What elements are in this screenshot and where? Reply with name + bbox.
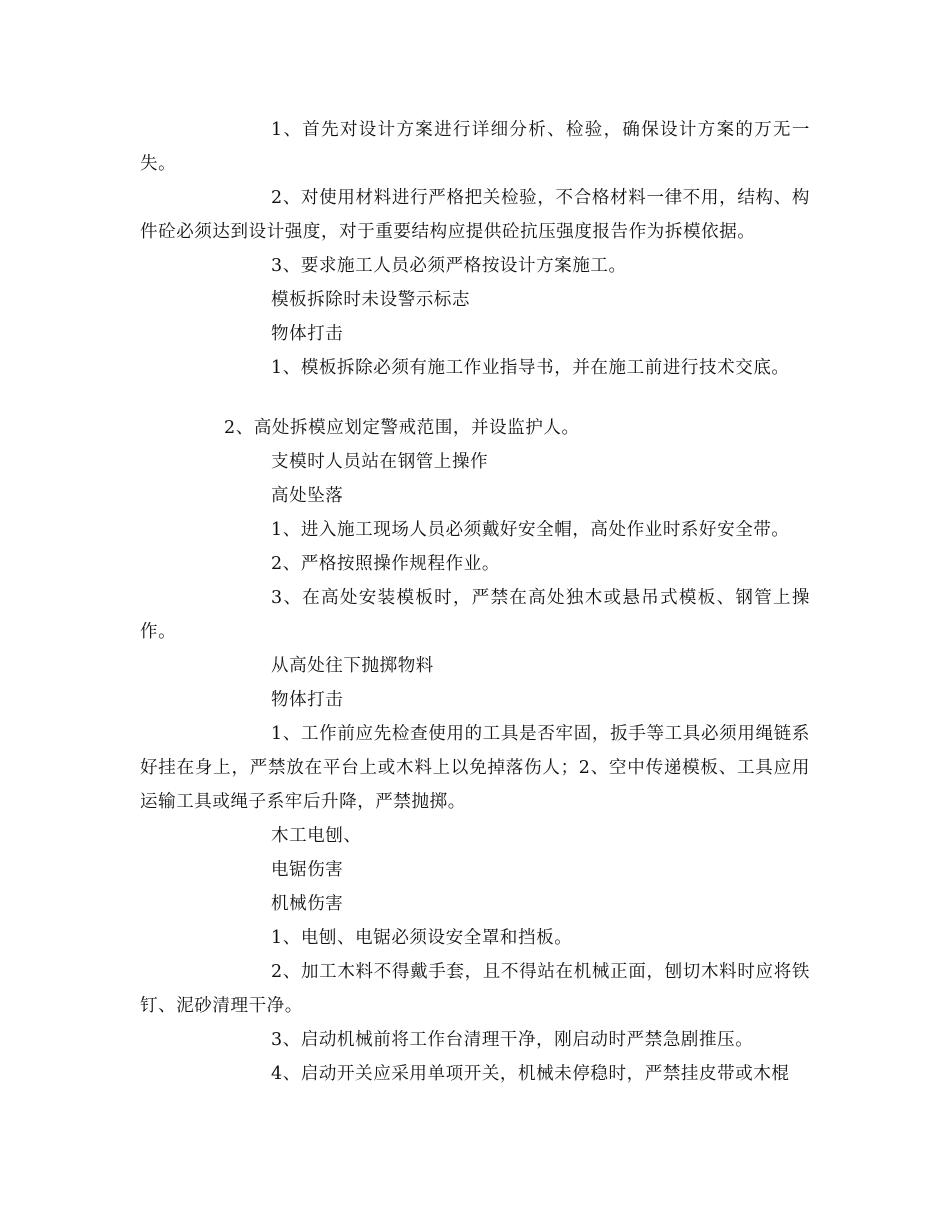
spacer <box>140 385 810 411</box>
paragraph: 1、模板拆除必须有施工作业指导书，并在施工前进行技术交底。 <box>271 358 790 378</box>
paragraph: 1、进入施工现场人员必须戴好安全帽，高处作业时系好安全带。 <box>271 520 790 540</box>
paragraph: 1、电刨、电锯必须设安全罩和挡板。 <box>271 928 573 948</box>
paragraph: 2、严格按照操作规程作业。 <box>271 554 500 574</box>
paragraph: 3、启动机械前将工作台清理干净，刚启动时严禁急剧推压。 <box>271 1030 754 1050</box>
hazard-type: 高处坠落 <box>271 486 344 506</box>
paragraph: 4、启动开关应采用单项开关，机械未停稳时，严禁挂皮带或木棍 <box>271 1064 790 1084</box>
section-heading: 模板拆除时未设警示标志 <box>271 290 471 310</box>
hazard-type: 机械伤害 <box>271 894 344 914</box>
section-heading: 支模时人员站在钢管上操作 <box>271 452 489 472</box>
hazard-type: 物体打击 <box>271 690 344 710</box>
section-heading: 电锯伤害 <box>271 860 344 880</box>
hazard-type: 物体打击 <box>271 324 344 344</box>
paragraph: 3、在高处安装模板时，严禁在高处独木或悬吊式模板、钢管上操作。 <box>140 588 810 642</box>
section-heading: 从高处往下抛掷物料 <box>271 656 434 676</box>
document-body <box>140 113 810 1091</box>
paragraph: 2、加工木料不得戴手套，且不得站在机械正面，刨切木料时应将铁钉、泥砂清理干净。 <box>140 962 810 1016</box>
paragraph: 3、要求施工人员必须严格按设计方案施工。 <box>271 256 627 276</box>
section-heading: 木工电刨、 <box>271 826 362 846</box>
paragraph: 2、高处拆模应划定警戒范围，并设监护人。 <box>224 418 580 438</box>
paragraph: 1、工作前应先检查使用的工具是否牢固，扳手等工具必须用绳链系好挂在身上，严禁放在平台上或木料上以免掉落伤人；2、空中传递模板、工具应用运输工具或绳子系牢后升降，严禁抛掷。 <box>140 724 810 812</box>
paragraph: 1、首先对设计方案进行详细分析、检验，确保设计方案的万无一失。 <box>140 120 810 174</box>
paragraph: 2、对使用材料进行严格把关检验，不合格材料一律不用，结构、构件砼必须达到设计强度，对于重要结构应提供砼抗压强度报告作为拆模依据。 <box>140 188 810 242</box>
